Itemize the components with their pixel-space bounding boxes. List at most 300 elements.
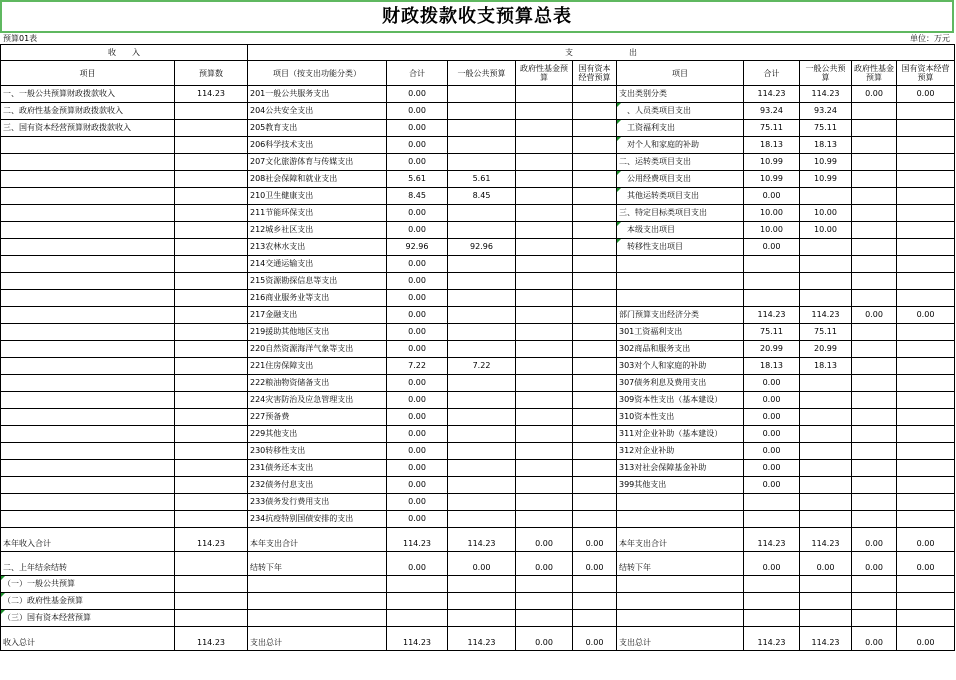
table-cell[interactable] [897,409,955,426]
table-cell[interactable]: 7.22 [448,358,516,375]
table-cell[interactable] [800,610,852,627]
table-cell[interactable] [800,392,852,409]
table-cell[interactable]: 310资本性支出 [617,409,744,426]
table-cell[interactable]: 收入总计 [1,627,175,651]
table-cell[interactable] [617,593,744,610]
table-cell[interactable]: 114.23 [800,627,852,651]
table-cell[interactable]: 75.11 [800,120,852,137]
table-cell[interactable] [897,120,955,137]
table-cell[interactable] [852,375,897,392]
table-cell[interactable]: 220自然资源海洋气象等支出 [248,341,387,358]
table-cell[interactable]: 本年支出合计 [248,528,387,552]
table-cell[interactable]: 93.24 [800,103,852,120]
table-cell[interactable] [573,273,617,290]
table-cell[interactable]: 本年支出合计 [617,528,744,552]
table-cell[interactable] [897,103,955,120]
table-cell[interactable]: 0.00 [744,552,800,576]
table-cell[interactable]: 399其他支出 [617,477,744,494]
table-cell[interactable]: 0.00 [387,137,448,154]
table-cell[interactable] [573,426,617,443]
table-cell[interactable]: 0.00 [387,205,448,222]
table-cell[interactable] [175,576,248,593]
table-cell[interactable] [573,120,617,137]
table-cell[interactable] [852,103,897,120]
table-cell[interactable]: 233债务发行费用支出 [248,494,387,511]
table-cell[interactable] [516,460,573,477]
table-cell[interactable]: 215资源勘探信息等支出 [248,273,387,290]
table-cell[interactable] [573,610,617,627]
table-cell[interactable] [448,154,516,171]
table-cell[interactable] [800,256,852,273]
table-cell[interactable] [448,610,516,627]
table-cell[interactable] [1,426,175,443]
table-cell[interactable] [573,307,617,324]
table-cell[interactable]: 0.00 [448,552,516,576]
table-cell[interactable]: 10.99 [744,171,800,188]
table-cell[interactable] [852,171,897,188]
table-cell[interactable]: 224灾害防治及应急管理支出 [248,392,387,409]
table-cell[interactable] [852,477,897,494]
table-cell[interactable] [175,426,248,443]
table-cell[interactable]: 0.00 [800,552,852,576]
table-cell[interactable]: 10.00 [800,222,852,239]
table-cell[interactable] [516,120,573,137]
table-cell[interactable]: 本级支出项目 [617,222,744,239]
table-cell[interactable] [1,477,175,494]
table-cell[interactable] [175,239,248,256]
table-cell[interactable] [617,494,744,511]
table-cell[interactable]: 0.00 [387,324,448,341]
table-cell[interactable]: 75.11 [744,324,800,341]
table-cell[interactable]: 0.00 [852,307,897,324]
table-cell[interactable] [897,610,955,627]
table-cell[interactable] [573,375,617,392]
table-cell[interactable] [516,154,573,171]
table-cell[interactable]: 206科学技术支出 [248,137,387,154]
table-cell[interactable]: 0.00 [387,477,448,494]
table-cell[interactable] [448,120,516,137]
table-cell[interactable]: 10.99 [800,154,852,171]
table-cell[interactable] [175,358,248,375]
table-cell[interactable]: 0.00 [573,627,617,651]
table-cell[interactable]: 0.00 [387,552,448,576]
table-cell[interactable] [1,392,175,409]
table-cell[interactable]: 部门预算支出经济分类 [617,307,744,324]
table-cell[interactable]: 0.00 [387,154,448,171]
table-cell[interactable]: 18.13 [800,137,852,154]
table-cell[interactable] [617,511,744,528]
table-cell[interactable] [175,392,248,409]
table-cell[interactable]: 0.00 [573,552,617,576]
table-cell[interactable] [800,375,852,392]
table-cell[interactable]: 217金融支出 [248,307,387,324]
table-cell[interactable] [897,256,955,273]
table-cell[interactable] [448,256,516,273]
table-cell[interactable] [1,409,175,426]
table-cell[interactable] [448,426,516,443]
table-cell[interactable] [897,154,955,171]
table-cell[interactable] [175,610,248,627]
table-cell[interactable] [175,256,248,273]
table-cell[interactable] [852,610,897,627]
table-cell[interactable]: 0.00 [744,409,800,426]
table-cell[interactable]: 0.00 [852,528,897,552]
table-cell[interactable] [448,593,516,610]
table-cell[interactable] [448,576,516,593]
table-cell[interactable]: 0.00 [387,392,448,409]
table-cell[interactable] [516,477,573,494]
table-cell[interactable] [897,324,955,341]
table-cell[interactable]: 114.23 [448,528,516,552]
table-cell[interactable]: （一）一般公共预算 [1,576,175,593]
table-cell[interactable] [516,358,573,375]
table-cell[interactable] [573,460,617,477]
table-cell[interactable] [800,273,852,290]
table-cell[interactable]: 0.00 [744,443,800,460]
table-cell[interactable] [852,409,897,426]
table-cell[interactable]: 10.99 [800,171,852,188]
table-cell[interactable] [800,477,852,494]
table-cell[interactable]: 0.00 [387,103,448,120]
table-cell[interactable] [852,576,897,593]
table-cell[interactable] [800,593,852,610]
table-cell[interactable] [448,494,516,511]
table-cell[interactable] [852,494,897,511]
table-cell[interactable] [573,511,617,528]
table-cell[interactable] [897,239,955,256]
table-cell[interactable] [852,273,897,290]
table-cell[interactable] [448,273,516,290]
table-cell[interactable] [516,511,573,528]
table-cell[interactable] [516,239,573,256]
table-cell[interactable]: 75.11 [744,120,800,137]
table-cell[interactable] [852,324,897,341]
table-cell[interactable] [744,610,800,627]
table-cell[interactable] [852,443,897,460]
table-cell[interactable]: 0.00 [852,86,897,103]
table-cell[interactable] [852,137,897,154]
table-cell[interactable] [1,460,175,477]
table-cell[interactable]: 0.00 [897,86,955,103]
table-cell[interactable]: 0.00 [387,256,448,273]
table-cell[interactable]: 234抗疫特别国债安排的支出 [248,511,387,528]
table-cell[interactable] [573,443,617,460]
table-cell[interactable] [1,324,175,341]
table-cell[interactable]: 18.13 [800,358,852,375]
table-cell[interactable] [1,273,175,290]
table-cell[interactable]: 205教育支出 [248,120,387,137]
table-cell[interactable] [175,222,248,239]
table-cell[interactable] [248,576,387,593]
table-cell[interactable]: 18.13 [744,137,800,154]
table-cell[interactable] [852,392,897,409]
table-cell[interactable] [387,576,448,593]
table-cell[interactable] [1,256,175,273]
table-cell[interactable]: 230转移性支出 [248,443,387,460]
table-cell[interactable] [516,307,573,324]
table-cell[interactable] [852,290,897,307]
table-cell[interactable]: 201一般公共服务支出 [248,86,387,103]
table-cell[interactable] [516,409,573,426]
table-cell[interactable] [1,137,175,154]
table-cell[interactable] [897,188,955,205]
table-cell[interactable] [387,610,448,627]
table-cell[interactable] [175,511,248,528]
table-cell[interactable]: 一、一般公共预算财政拨款收入 [1,86,175,103]
table-cell[interactable]: 211节能环保支出 [248,205,387,222]
table-cell[interactable] [800,409,852,426]
table-cell[interactable]: 0.00 [744,392,800,409]
table-cell[interactable]: 221住房保障支出 [248,358,387,375]
table-cell[interactable]: 302商品和服务支出 [617,341,744,358]
table-cell[interactable] [897,137,955,154]
table-cell[interactable] [897,273,955,290]
table-cell[interactable]: 二、上年结余结转 [1,552,175,576]
table-cell[interactable] [175,494,248,511]
table-cell[interactable] [573,341,617,358]
table-cell[interactable] [617,610,744,627]
table-cell[interactable]: 20.99 [800,341,852,358]
table-cell[interactable]: 8.45 [448,188,516,205]
table-cell[interactable] [175,103,248,120]
table-cell[interactable] [897,375,955,392]
table-cell[interactable]: 301工资福利支出 [617,324,744,341]
table-cell[interactable]: 75.11 [800,324,852,341]
table-cell[interactable]: 0.00 [744,239,800,256]
table-cell[interactable] [852,222,897,239]
table-cell[interactable] [573,256,617,273]
table-cell[interactable]: 支出总计 [617,627,744,651]
table-cell[interactable] [852,511,897,528]
table-cell[interactable] [897,460,955,477]
table-cell[interactable] [852,205,897,222]
table-cell[interactable]: 0.00 [897,552,955,576]
table-cell[interactable] [852,188,897,205]
table-cell[interactable] [175,137,248,154]
table-cell[interactable] [800,239,852,256]
table-cell[interactable] [744,256,800,273]
table-cell[interactable]: 229其他支出 [248,426,387,443]
table-cell[interactable] [448,205,516,222]
table-cell[interactable] [175,324,248,341]
table-cell[interactable] [573,222,617,239]
table-cell[interactable] [1,307,175,324]
table-cell[interactable] [175,477,248,494]
table-cell[interactable] [573,205,617,222]
table-cell[interactable] [1,222,175,239]
table-cell[interactable] [852,154,897,171]
table-cell[interactable] [175,273,248,290]
table-cell[interactable] [897,426,955,443]
table-cell[interactable] [1,239,175,256]
table-cell[interactable] [1,154,175,171]
table-cell[interactable]: 0.00 [516,627,573,651]
table-cell[interactable]: 0.00 [387,341,448,358]
table-cell[interactable] [1,443,175,460]
table-cell[interactable] [852,120,897,137]
table-cell[interactable]: 7.22 [387,358,448,375]
table-cell[interactable]: 232债务付息支出 [248,477,387,494]
table-cell[interactable] [744,290,800,307]
table-cell[interactable]: 92.96 [448,239,516,256]
table-cell[interactable] [448,409,516,426]
table-cell[interactable] [573,103,617,120]
table-cell[interactable] [516,205,573,222]
table-cell[interactable] [516,86,573,103]
table-cell[interactable] [1,290,175,307]
table-cell[interactable]: 支出总计 [248,627,387,651]
table-cell[interactable]: 207文化旅游体育与传媒支出 [248,154,387,171]
table-cell[interactable] [175,188,248,205]
table-cell[interactable] [852,239,897,256]
table-cell[interactable] [852,256,897,273]
table-cell[interactable] [175,154,248,171]
table-cell[interactable]: 0.00 [387,511,448,528]
table-cell[interactable]: 309资本性支出（基本建设） [617,392,744,409]
table-cell[interactable] [175,593,248,610]
table-cell[interactable] [573,576,617,593]
table-cell[interactable] [516,188,573,205]
table-cell[interactable]: 303对个人和家庭的补助 [617,358,744,375]
table-cell[interactable] [897,593,955,610]
table-cell[interactable] [448,460,516,477]
table-cell[interactable]: 114.23 [744,528,800,552]
table-cell[interactable] [175,290,248,307]
table-cell[interactable] [516,494,573,511]
table-cell[interactable]: 0.00 [897,627,955,651]
table-cell[interactable]: 10.99 [744,154,800,171]
table-cell[interactable] [744,593,800,610]
table-cell[interactable]: 216商业服务业等支出 [248,290,387,307]
table-cell[interactable] [897,171,955,188]
table-cell[interactable]: 114.23 [800,307,852,324]
table-cell[interactable] [448,375,516,392]
table-cell[interactable] [448,137,516,154]
table-cell[interactable]: 311对企业补助（基本建设） [617,426,744,443]
table-cell[interactable]: 0.00 [516,552,573,576]
table-cell[interactable]: 214交通运输支出 [248,256,387,273]
table-cell[interactable] [617,256,744,273]
table-cell[interactable]: 0.00 [387,460,448,477]
table-cell[interactable] [175,205,248,222]
table-cell[interactable] [516,426,573,443]
table-cell[interactable] [448,341,516,358]
table-cell[interactable]: 231债务还本支出 [248,460,387,477]
table-cell[interactable]: 114.23 [387,627,448,651]
table-cell[interactable]: 204公共安全支出 [248,103,387,120]
table-cell[interactable] [1,341,175,358]
table-cell[interactable]: 二、运转类项目支出 [617,154,744,171]
table-cell[interactable]: 222粮油物资储备支出 [248,375,387,392]
table-cell[interactable]: 转移性支出项目 [617,239,744,256]
table-cell[interactable] [800,576,852,593]
table-cell[interactable] [175,460,248,477]
table-cell[interactable]: 5.61 [448,171,516,188]
table-cell[interactable]: 结转下年 [617,552,744,576]
table-cell[interactable]: 0.00 [516,528,573,552]
table-cell[interactable] [516,443,573,460]
table-cell[interactable] [573,494,617,511]
table-cell[interactable] [573,593,617,610]
table-cell[interactable]: 114.23 [387,528,448,552]
table-cell[interactable] [617,290,744,307]
table-cell[interactable]: 0.00 [387,290,448,307]
table-cell[interactable]: 213农林水支出 [248,239,387,256]
table-cell[interactable] [897,222,955,239]
table-cell[interactable] [573,392,617,409]
table-cell[interactable]: 307债务利息及费用支出 [617,375,744,392]
table-cell[interactable]: 0.00 [387,443,448,460]
table-cell[interactable]: 0.00 [744,188,800,205]
table-cell[interactable]: 0.00 [897,307,955,324]
table-cell[interactable]: 212城乡社区支出 [248,222,387,239]
table-cell[interactable] [573,137,617,154]
table-cell[interactable] [897,358,955,375]
table-cell[interactable] [573,86,617,103]
table-cell[interactable] [897,494,955,511]
table-cell[interactable] [516,593,573,610]
table-cell[interactable] [573,239,617,256]
table-cell[interactable] [800,426,852,443]
table-cell[interactable]: 219援助其他地区支出 [248,324,387,341]
table-cell[interactable] [516,256,573,273]
table-cell[interactable] [175,307,248,324]
table-cell[interactable]: 0.00 [744,460,800,477]
table-cell[interactable] [516,137,573,154]
table-cell[interactable] [617,576,744,593]
table-cell[interactable]: 114.23 [175,86,248,103]
table-cell[interactable]: 312对企业补助 [617,443,744,460]
table-cell[interactable] [516,341,573,358]
table-cell[interactable] [448,222,516,239]
table-cell[interactable] [1,205,175,222]
table-cell[interactable]: 10.00 [744,222,800,239]
table-cell[interactable]: 支出类别分类 [617,86,744,103]
table-cell[interactable] [573,171,617,188]
table-cell[interactable] [852,341,897,358]
table-cell[interactable]: 114.23 [175,627,248,651]
table-cell[interactable]: 0.00 [387,222,448,239]
table-cell[interactable]: 0.00 [387,86,448,103]
table-cell[interactable]: 0.00 [897,528,955,552]
table-cell[interactable]: 三、特定目标类项目支出 [617,205,744,222]
table-cell[interactable] [897,392,955,409]
table-cell[interactable]: 工资福利支出 [617,120,744,137]
table-cell[interactable] [448,290,516,307]
table-cell[interactable] [852,426,897,443]
table-cell[interactable]: 公用经费项目支出 [617,171,744,188]
table-cell[interactable]: 114.23 [800,528,852,552]
table-cell[interactable] [175,443,248,460]
table-cell[interactable] [897,341,955,358]
table-cell[interactable]: 结转下年 [248,552,387,576]
table-cell[interactable] [516,392,573,409]
table-cell[interactable] [897,576,955,593]
table-cell[interactable] [800,511,852,528]
table-cell[interactable]: 10.00 [800,205,852,222]
table-cell[interactable]: （二）政府性基金预算 [1,593,175,610]
table-cell[interactable] [516,610,573,627]
table-cell[interactable]: 0.00 [387,426,448,443]
table-cell[interactable] [448,477,516,494]
table-cell[interactable]: 0.00 [387,273,448,290]
table-cell[interactable] [516,576,573,593]
table-cell[interactable] [1,188,175,205]
table-cell[interactable] [387,593,448,610]
table-cell[interactable]: 114.23 [744,307,800,324]
table-cell[interactable] [800,443,852,460]
table-cell[interactable] [573,154,617,171]
